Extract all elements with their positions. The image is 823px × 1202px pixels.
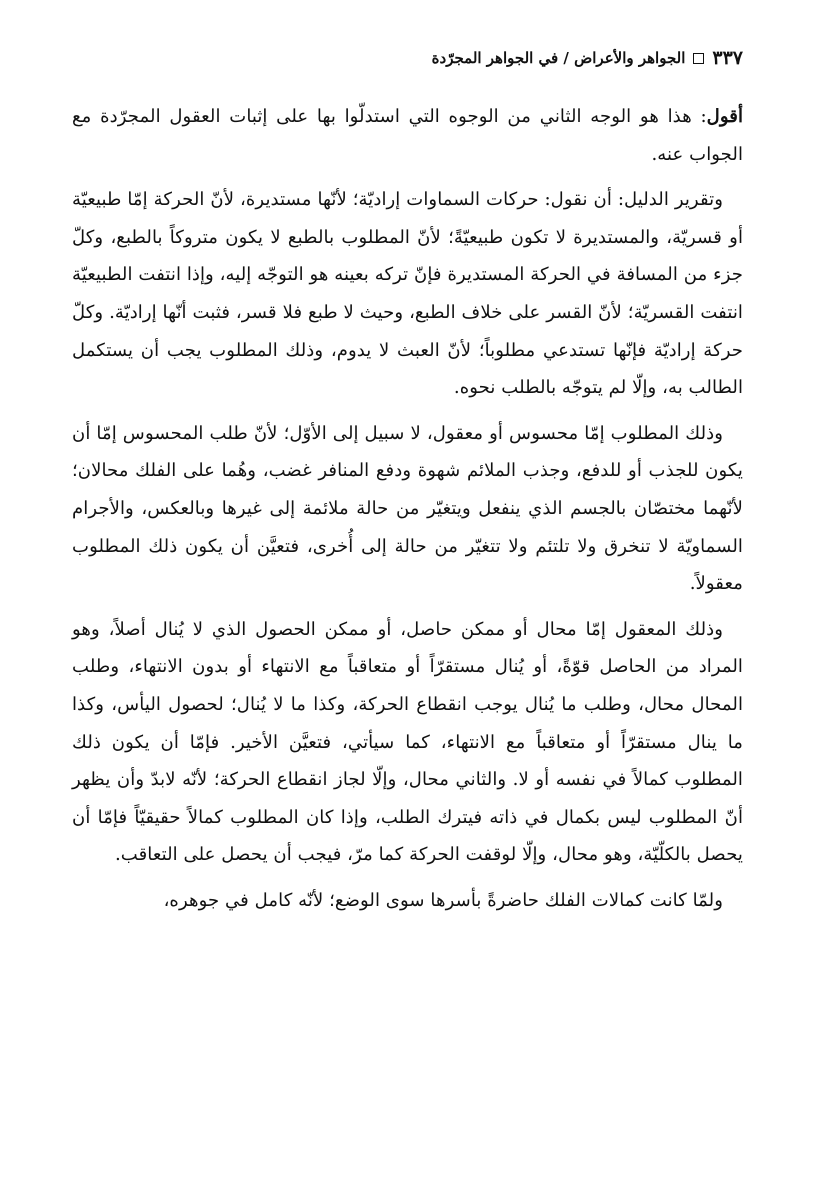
lead-word: أقول — [706, 106, 743, 127]
page-number: ٣٣٧ — [712, 47, 743, 69]
paragraph-1 — [72, 98, 743, 173]
square-separator-icon — [693, 53, 704, 64]
paragraph-2: وتقرير الدليل: أن نقول: حركات السماوات إراديّة؛ لأنّها مستديرة، لأنّ الحركة إمّا طبيعيّة أو قسريّة، والمستديرة لا تكون طبيعيّةً؛ لأنّ المطلوب بالطبع لا يكون متروكاً بالطبع، وكلّ جزء من المسافة في الحركة المستديرة فإنّ تركه بعينه هو التوجّه إليه، وإذا انتفت الطبيعيّة انتفت القسريّة؛ لأنّ القسر على خلاف الطبع، وحيث لا طبع فلا قسر، فثبت أنّها إراديّة. وكلّ حركة إراديّة فإنّها تستدعي مطلوباً؛ لأنّ العبث لا يدوم، وذلك المطلوب يجب أن يستكمل الطالب به، وإلّا لم يتوجّه بالطلب نحوه. — [72, 189, 743, 399]
paragraph-5: ولمّا كانت كمالات الفلك حاضرةً بأسرها سوى الوضع؛ لأنّه كامل في جوهره، — [163, 889, 723, 911]
book-page — [72, 40, 743, 1182]
paragraph-3: وذلك المطلوب إمّا محسوس أو معقول، لا سبيل إلى الأوّل؛ لأنّ طلب المحسوس إمّا أن يكون للجذب أو للدفع، وجذب الملائم شهوة ودفع المنافر غضب، وهُما على الفلك محالان؛ لأنّهما مختصّان بالجسم الذي ينفعل ويتغيّر من حالة ملائمة إلى غيرها وبالعكس، والأجرام السماويّة لا تنخرق ولا تلتئم ولا تتغيّر من حالة إلى أُخرى، فتعيَّن أن يكون ذلك المطلوب معقولاً. — [72, 422, 743, 595]
running-title: الجواهر والأعراض / في الجواهر المجرّدة — [431, 49, 686, 67]
paragraph-1-text: : هذا هو الوجه الثاني من الوجوه التي استدلّوا بها على إثبات العقول المجرّدة مع الجواب عنه. — [72, 106, 743, 165]
running-header — [72, 40, 743, 76]
paragraph-4: وذلك المعقول إمّا محال أو ممكن حاصل، أو ممكن الحصول الذي لا يُنال أصلاً، وهو المراد من الحاصل قوّةً، أو يُنال مستقرّاً أو متعاقباً مع الانتهاء أو بدون الانتهاء، وطلب المحال محال، وطلب ما يُنال يوجب انقطاع الحركة، وكذا ما لا يُنال؛ لحصول اليأس، وكذا ما ينال مستقرّاً أو متعاقباً مع الانتهاء، كما سيأتي، فتعيَّن الأخير. فإمّا أن يكون ذلك المطلوب كمالاً في نفسه أو لا. والثاني محال، وإلّا لجاز انقطاع الحركة؛ لأنّه لابدّ وأن يظهر أنّ المطلوب ليس بكمال في ذاته فيترك الطلب، وإذا كان المطلوب كمالاً حقيقيّاً فإمّا أن يحصل بالكلّيّة، وهو محال، وإلّا لوقفت الحركة كما مرّ، فيجب أن يحصل على التعاقب. — [72, 618, 743, 866]
page-body — [72, 98, 743, 919]
